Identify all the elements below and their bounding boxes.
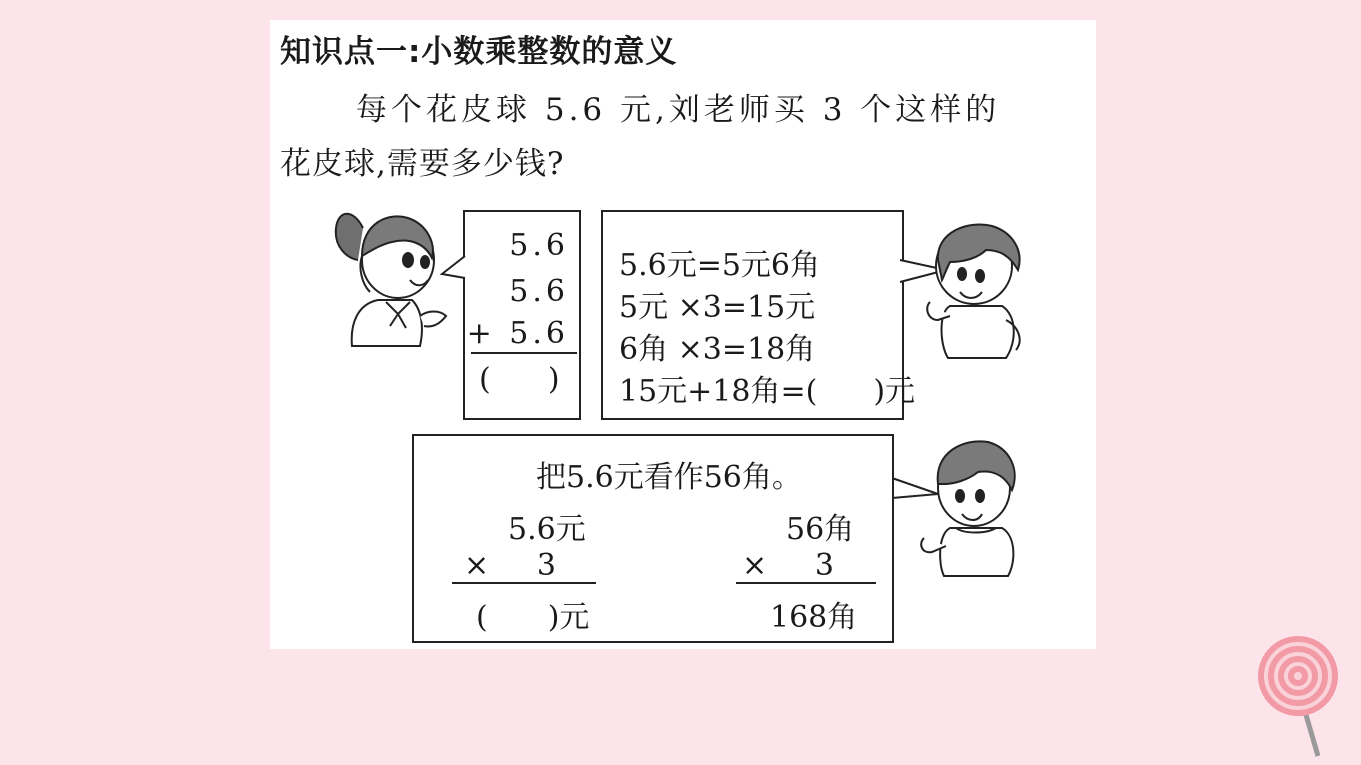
addend-1: 5.6 [509,228,569,263]
problem-line-1: 每个花皮球 5.6 元,刘老师买 3 个这样的 [356,92,1001,128]
left-product-line [452,582,596,584]
conversion-line-4-end: )元 [873,374,916,409]
right-product-line [736,582,876,584]
conversion-line-2: 5元 ×3=15元 [619,290,816,325]
addend-2: 5.6 [509,274,569,309]
worksheet [270,20,1096,649]
left-product-close: )元 [547,600,590,635]
multiplication-intro: 把5.6元看作56角。 [536,460,802,495]
multiplication-box [412,434,894,643]
left-top-value: 5.6元 [508,512,586,547]
sum-blank: ( ) [479,362,560,397]
left-product-blank [476,592,589,636]
lollipop-decoration-icon [1252,636,1352,761]
section-heading: 知识点一:小数乘整数的意义 [280,34,678,70]
boy-character-top-icon [920,216,1030,364]
right-product-value: 168角 [770,600,858,635]
boy-character-bottom-icon [916,434,1026,582]
right-multiplier: × 3 [742,548,834,583]
conversion-line-4-start: 15元+18角=( [619,374,818,409]
left-multiplier: × 3 [464,548,556,583]
conversion-line-1: 5.6元=5元6角 [619,248,821,283]
addend-3: + 5.6 [466,316,569,351]
left-product-open: ( [476,600,488,635]
problem-line-2: 花皮球,需要多少钱? [280,146,565,182]
conversion-line-3: 6角 ×3=18角 [619,332,816,367]
right-top-value: 56角 [786,512,855,547]
